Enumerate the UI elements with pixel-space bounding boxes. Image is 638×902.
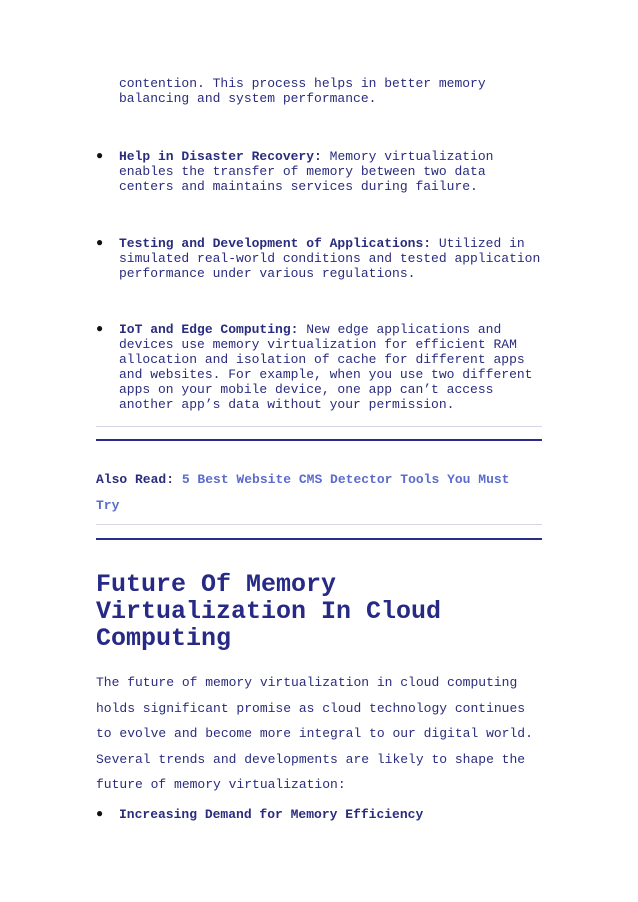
section-paragraph: The future of memory virtualization in cloud computing holds significant promise as cloud technology continues to evolve and become more integral to our digital world. Several trends and developments are likely to shape the future of memory virtualization:: [96, 675, 533, 793]
list-item-body: Memory virtualization enables the transfer of memory between two data centers and maintains services during failure.: [119, 149, 494, 194]
list-item-iot-edge: [96, 322, 549, 412]
bullet-icon: ●: [96, 322, 104, 336]
divider-thin: [96, 426, 542, 427]
list-item-title: IoT and Edge Computing:: [119, 322, 299, 337]
bullet-icon: ●: [96, 236, 104, 250]
also-read-link[interactable]: 5 Best Website CMS Detector Tools You Must Try: [96, 472, 510, 513]
list-item-disaster-recovery: [96, 149, 549, 194]
list-item-testing-development: [96, 236, 549, 281]
continuation-text: contention. This process helps in better memory balancing and system performance.: [119, 76, 486, 106]
list-item-body: Utilized in simulated real-world conditions and tested application performance under various regulations.: [119, 236, 541, 281]
also-read: [96, 467, 536, 519]
bullet-icon: ●: [96, 807, 104, 821]
list-item-body: New edge applications and devices use memory virtualization for efficient RAM allocation and isolation of cache for different apps and websites. For example, when you use two different apps on your mobile device, one app can’t access another app’s data without your permission.: [119, 322, 533, 412]
divider-thick: [96, 439, 542, 441]
divider-thin: [96, 524, 542, 525]
section-heading: Future Of Memory Virtualization In Cloud Computing: [96, 570, 442, 653]
list-item-title: Increasing Demand for Memory Efficiency: [119, 807, 424, 822]
list-item-memory-efficiency: [96, 807, 549, 822]
list-item-title: Help in Disaster Recovery:: [119, 149, 322, 164]
list-item-title: Testing and Development of Applications:: [119, 236, 432, 251]
also-read-label: Also Read:: [96, 472, 175, 487]
divider-thick: [96, 538, 542, 540]
bullet-icon: ●: [96, 149, 104, 163]
